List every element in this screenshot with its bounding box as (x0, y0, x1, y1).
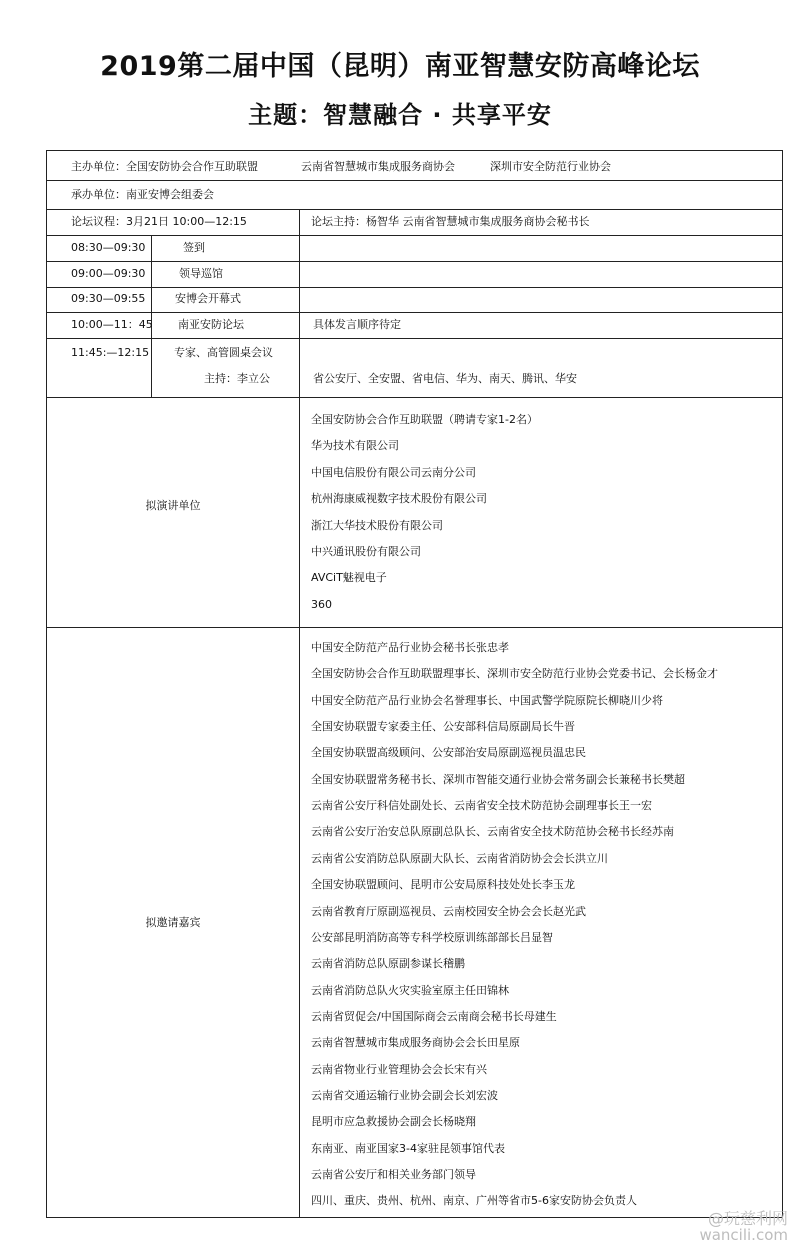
row-divider (47, 180, 782, 181)
agenda-event: 签到 (183, 241, 205, 254)
list-item: 昆明市应急救援协会副会长杨晓翔 (311, 1115, 476, 1129)
list-item: 全国安协联盟常务秘书长、深圳市智能交通行业协会常务副会长兼秘书长樊超 (311, 772, 685, 786)
list-item: 杭州海康威视数字技术股份有限公司 (311, 492, 487, 506)
agenda-event: 安博会开幕式 (175, 292, 241, 305)
list-item: 360 (311, 597, 332, 611)
list-item: 云南省公安厅科信处副处长、云南省安全技术防范协会副理事长王一宏 (311, 799, 652, 813)
row-divider (47, 338, 782, 339)
list-item: 中国安全防范产品行业协会秘书长张忠孝 (311, 641, 509, 654)
agenda-event: 领导巡馆 (179, 267, 223, 280)
row-divider (47, 235, 782, 236)
agenda-time: 11:45:—12:15 (71, 346, 150, 359)
list-item: 全国安防协会合作互助联盟（聘请专家1-2名） (311, 413, 538, 426)
list-item: 全国安协联盟高级顾问、公安部治安局原副巡视员温忠民 (311, 746, 586, 760)
agenda-note: 省公安厅、全安盟、省电信、华为、南天、腾讯、华安 (313, 372, 577, 385)
list-item: 云南省公安厅治安总队原副总队长、云南省安全技术防范协会秘书长经苏南 (311, 825, 674, 839)
guests-label: 拟邀请嘉宾 (145, 916, 201, 929)
list-item: 东南亚、南亚国家3-4家驻昆领事馆代表 (311, 1141, 505, 1155)
list-item: 全国安协联盟顾问、昆明市公安局原科技处处长李玉龙 (311, 878, 575, 892)
row-divider (47, 209, 782, 210)
list-item: 云南省公安厅和相关业务部门领导 (311, 1168, 476, 1181)
row-divider (47, 261, 782, 262)
list-item: 浙江大华技术股份有限公司 (311, 518, 443, 532)
agenda-event: 专家、高管圆桌会议 (174, 346, 273, 359)
col-divider-time (151, 235, 152, 397)
list-item: 华为技术有限公司 (311, 439, 399, 453)
list-item: 云南省教育厅原副巡视员、云南校园安全协会会长赵光武 (311, 904, 586, 918)
agenda-time: 09:30—09:55 (71, 292, 146, 305)
row-divider (47, 287, 782, 288)
agenda-time: 08:30—09:30 (71, 241, 146, 254)
list-item: 公安部昆明消防高等专科学校原训练部部长吕显智 (311, 930, 553, 944)
list-item: 云南省消防总队火灾实验室原主任田锦林 (311, 983, 509, 997)
watermark-url: wancili.com (699, 1226, 788, 1244)
col-divider-main (299, 209, 300, 1217)
list-item: 云南省公安消防总队原副大队长、云南省消防协会会长洪立川 (311, 851, 608, 865)
agenda-table (46, 150, 783, 1218)
co-organizer: 承办单位：南亚安博会组委会 (71, 188, 214, 201)
list-item: 中国电信股份有限公司云南分公司 (311, 465, 476, 479)
agenda-time: 10:00—11：45 (71, 318, 153, 331)
list-item: 云南省智慧城市集成服务商协会会长田星原 (311, 1036, 520, 1050)
list-item: 中兴通讯股份有限公司 (311, 545, 421, 558)
list-item: 四川、重庆、贵州、杭州、南京、广州等省市5-6家安防协会负责人 (311, 1194, 637, 1208)
agenda-host: 主持：李立公 (204, 372, 270, 385)
list-item: 云南省消防总队原副参谋长稽鹏 (311, 957, 465, 971)
list-item: 云南省物业行业管理协会会长宋有兴 (311, 1062, 487, 1076)
row-divider (47, 627, 782, 628)
agenda-date: 论坛议程：3月21日 10:00—12:15 (71, 215, 247, 228)
row-divider (47, 397, 782, 398)
list-item: 云南省贸促会/中国国际商会云南商会秘书长母建生 (311, 1009, 557, 1023)
list-item: 全国安防协会合作互助联盟理事长、深圳市安全防范行业协会党委书记、会长杨金才 (311, 667, 718, 681)
page-title: 2019第二届中国（昆明）南亚智慧安防高峰论坛 (100, 51, 700, 82)
agenda-time: 09:00—09:30 (71, 267, 146, 280)
agenda-moderator: 论坛主持：杨智华 云南省智慧城市集成服务商协会秘书长 (311, 215, 590, 228)
list-item: 云南省交通运输行业协会副会长刘宏波 (311, 1088, 498, 1102)
host-organizer: 主办单位：全国安防协会合作互助联盟 (71, 160, 258, 173)
speakers-label: 拟演讲单位 (145, 499, 201, 512)
page-subtitle: 主题：智慧融合 · 共享平安 (248, 101, 552, 129)
agenda-note: 具体发言顺序待定 (313, 318, 401, 331)
row-divider (47, 312, 782, 313)
agenda-event: 南亚安防论坛 (178, 318, 244, 331)
list-item: 中国安全防范产品行业协会名誉理事长、中国武警学院原院长柳晓川少将 (311, 693, 663, 707)
list-item: AVCiT魅视电子 (311, 571, 387, 585)
host-organizer-3: 深圳市安全防范行业协会 (490, 160, 611, 173)
host-organizer-2: 云南省智慧城市集成服务商协会 (301, 160, 455, 173)
list-item: 全国安协联盟专家委主任、公安部科信局原副局长牛晋 (311, 720, 575, 734)
watermark-text: @玩慈利网 (707, 1209, 788, 1228)
